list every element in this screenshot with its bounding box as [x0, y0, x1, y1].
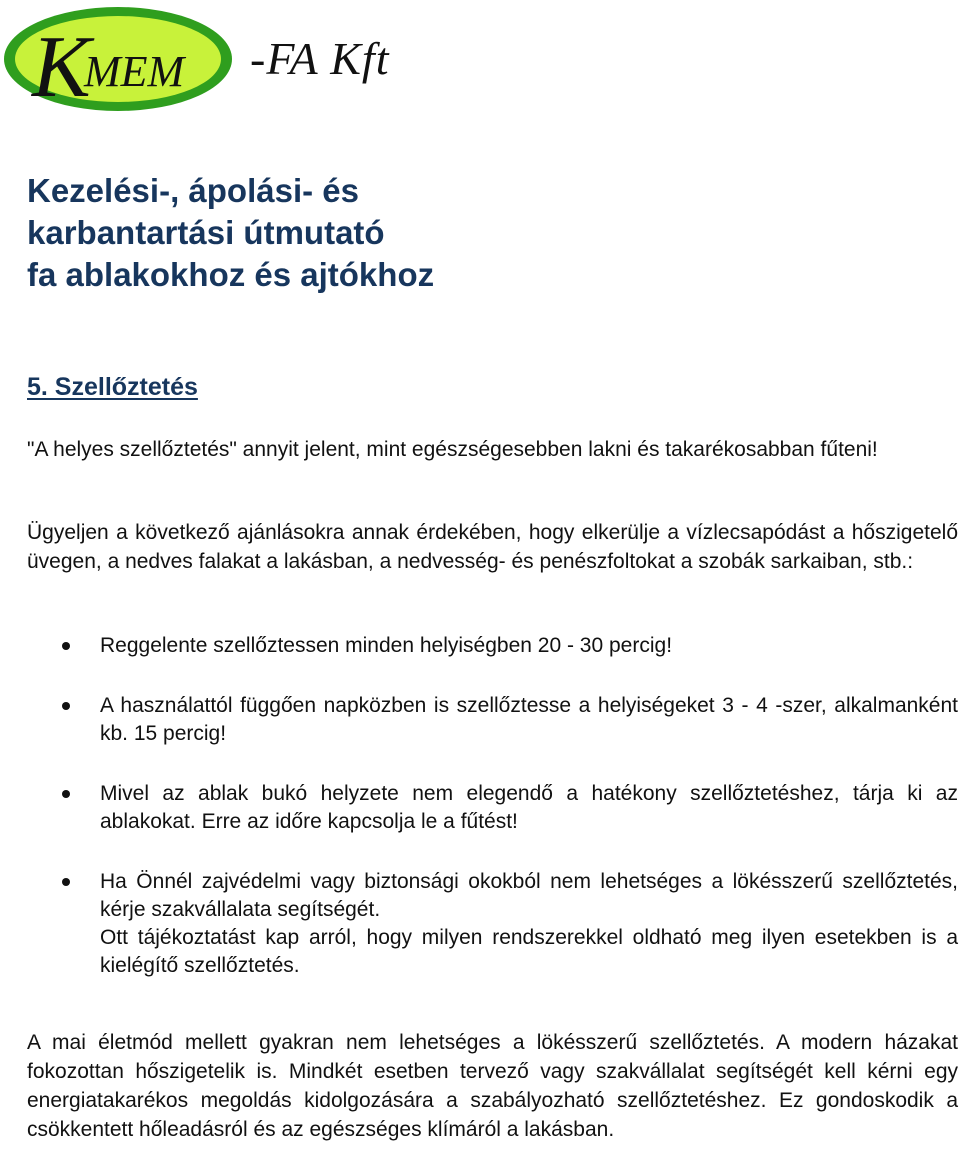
advice-paragraph: Ügyeljen a következő ajánlásokra annak érdekében, hogy elkerülje a vízlecsapódást a hőszigetelő üvegen, a nedves falakat a lakásban, a nedvesség- és penészfoltokat a szobák sarkaiban, stb.: — [27, 521, 958, 573]
bullet-icon — [62, 642, 70, 650]
logo-text: MEM — [84, 47, 185, 96]
bullet-icon — [62, 790, 70, 798]
list-item — [0, 692, 958, 748]
list-item — [0, 780, 958, 836]
logo-emblem-icon — [2, 4, 242, 114]
title-line-1: Kezelési-, ápolási- és — [27, 172, 359, 209]
bullet-icon — [62, 702, 70, 710]
list-item-text: Reggelente szellőztessen minden helyiségben 20 - 30 percig! — [100, 634, 673, 657]
document-title — [27, 170, 727, 296]
list-item-text: Ha Önnél zajvédelmi vagy biztonsági okokból nem lehetséges a lökésszerű szellőztetés, kérje szakvállalata segítségét. — [100, 870, 958, 921]
list-item-text: A használattól függően napközben is szellőztesse a helyiségeket 3 - 4 -szer, alkalmanként kb. 15 percig! — [100, 694, 958, 745]
list-item-extra-text: Ott tájékoztatást kap arról, hogy milyen rendszerekkel oldható meg ilyen esetekben is a kielégítő szellőztetés. — [100, 926, 958, 977]
title-line-2: karbantartási útmutató — [27, 214, 385, 251]
list-item — [0, 632, 958, 660]
logo-suffix: -FA Kft — [250, 33, 390, 84]
list-item-text: Mivel az ablak bukó helyzete nem elegendő a hatékony szellőztetéshez, tárja ki az ablakokat. Erre az időre kapcsolja le a fűtést! — [100, 782, 958, 833]
title-line-3: fa ablakokhoz és ajtókhoz — [27, 256, 435, 293]
list-item — [0, 868, 958, 980]
company-logo — [2, 4, 442, 114]
ventilation-tips-list — [0, 632, 960, 980]
section-heading: 5. Szellőztetés — [27, 373, 198, 401]
intro-paragraph: "A helyes szellőztetés" annyit jelent, mint egészségesebben lakni és takarékosabban fűteni! — [27, 438, 878, 461]
bullet-icon — [62, 878, 70, 886]
final-paragraph: A mai életmód mellett gyakran nem lehetséges a lökésszerű szellőztetés. A modern házakat fokozottan hőszigetelik is. Mindkét esetben tervező vagy szakvállalat segítségét kell kérni egy energiatakarékos megoldás kidolgozására a szabályozható szellőztetéshez. Ez gondoskodik a csökkentett hőleadásról és az egészséges klímáról a lakásban. — [27, 1031, 958, 1141]
logo-letter: K — [32, 19, 91, 114]
